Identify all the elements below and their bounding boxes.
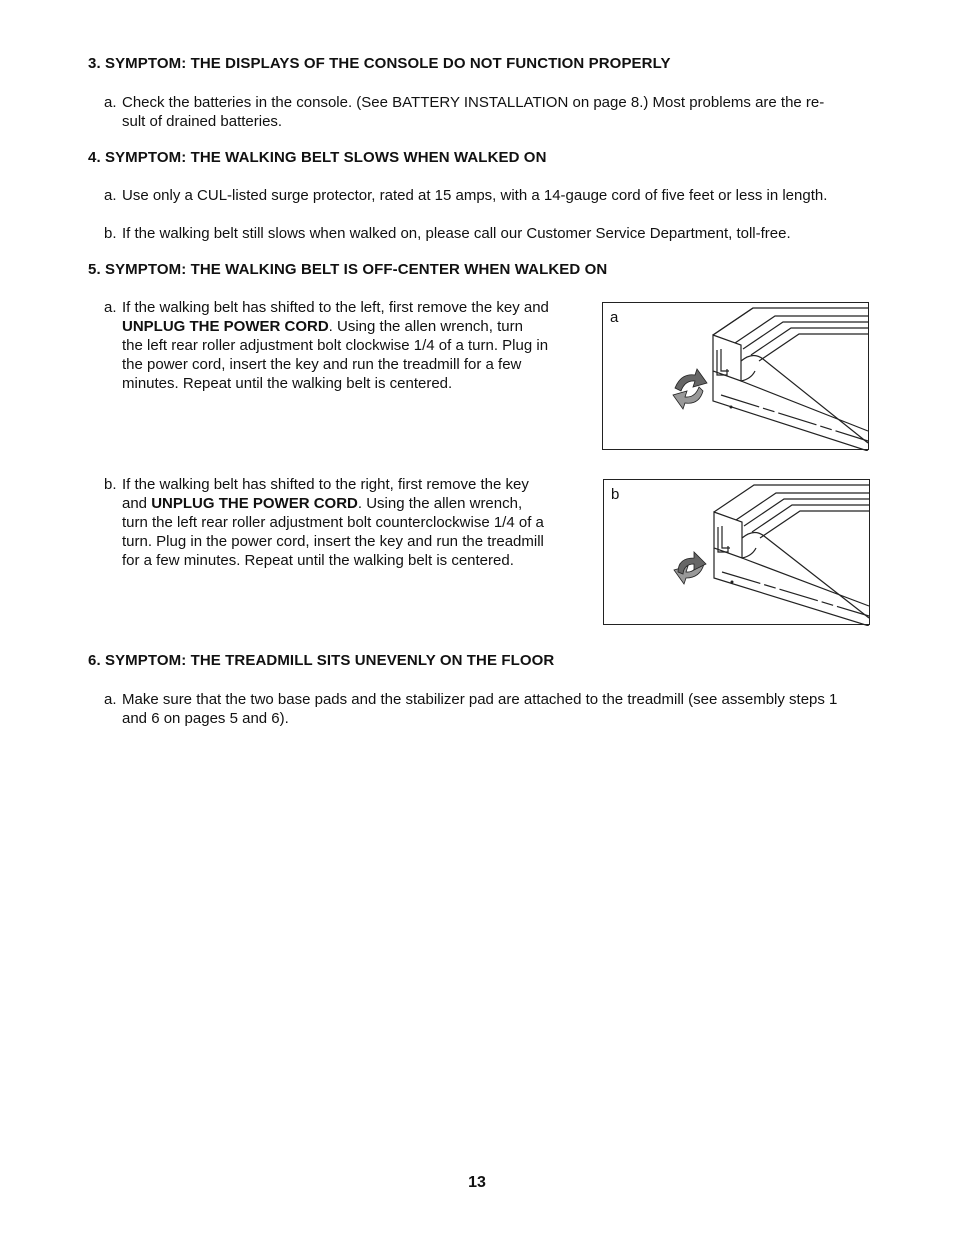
item-text-line5: for a few minutes. Repeat until the walking belt is centered. <box>122 552 514 569</box>
section-5-item-b <box>104 475 584 570</box>
item-text-line1: Check the batteries in the console. (See BATTERY INSTALLATION on page 8.) Most problems are the re- <box>122 94 825 111</box>
treadmill-roller-illustration-b <box>604 480 871 626</box>
warning-text: UNPLUG THE POWER CORD <box>151 495 358 512</box>
figure-b <box>603 479 870 625</box>
item-label: b. <box>104 476 117 493</box>
item-text-line1: If the walking belt has shifted to the left, first remove the key and <box>122 299 549 316</box>
item-text-line4: turn. Plug in the power cord, insert the key and run the treadmill <box>122 533 544 550</box>
warning-text: UNPLUG THE POWER CORD <box>122 318 329 335</box>
item-text-line1: If the walking belt has shifted to the right, first remove the key <box>122 476 529 493</box>
item-label: b. <box>104 225 117 242</box>
section-4-heading: 4. SYMPTOM: THE WALKING BELT SLOWS WHEN WALKED ON <box>88 149 547 166</box>
item-text-rest: . Using the allen wrench, <box>357 495 523 512</box>
section-5-item-a <box>104 298 584 393</box>
item-text: Use only a CUL-listed surge protector, rated at 15 amps, with a 14-gauge cord of five feet or less in length. <box>122 187 828 204</box>
section-5-heading: 5. SYMPTOM: THE WALKING BELT IS OFF-CENTER WHEN WALKED ON <box>88 261 608 278</box>
item-text-line1: Make sure that the two base pads and the stabilizer pad are attached to the treadmill (see assembly steps 1 <box>122 691 838 708</box>
item-text-line2 <box>104 317 584 336</box>
section-4-item-b <box>104 224 874 243</box>
section-3-item-a <box>104 93 874 131</box>
item-label: a. <box>104 691 117 708</box>
item-text-line2: sult of drained batteries. <box>122 113 283 130</box>
item-text-line4: the power cord, insert the key and run the treadmill for a few <box>122 356 522 373</box>
section-6-item-a <box>104 690 884 728</box>
item-text-line5: minutes. Repeat until the walking belt is centered. <box>122 375 453 392</box>
item-text-line2 <box>104 494 584 513</box>
item-text-pre: and <box>122 495 152 512</box>
treadmill-roller-illustration-a <box>603 303 870 451</box>
item-label: a. <box>104 187 117 204</box>
section-3-heading: 3. SYMPTOM: THE DISPLAYS OF THE CONSOLE DO NOT FUNCTION PROPERLY <box>88 55 671 72</box>
figure-label: b <box>611 486 620 503</box>
item-text-line3: turn the left rear roller adjustment bolt counterclockwise 1/4 of a <box>122 514 544 531</box>
item-text-rest: . Using the allen wrench, turn <box>328 318 523 335</box>
page-number: 13 <box>468 1174 486 1191</box>
item-label: a. <box>104 299 117 316</box>
figure-a <box>602 302 869 450</box>
section-4-item-a <box>104 186 874 205</box>
item-text-line2: and 6 on pages 5 and 6). <box>122 710 289 727</box>
item-text: If the walking belt still slows when walked on, please call our Customer Service Department, toll-free. <box>122 225 791 242</box>
item-text-line3: the left rear roller adjustment bolt clockwise 1/4 of a turn. Plug in <box>122 337 549 354</box>
figure-label: a <box>610 309 619 326</box>
section-6-heading: 6. SYMPTOM: THE TREADMILL SITS UNEVENLY ON THE FLOOR <box>88 652 555 669</box>
item-label: a. <box>104 94 117 111</box>
